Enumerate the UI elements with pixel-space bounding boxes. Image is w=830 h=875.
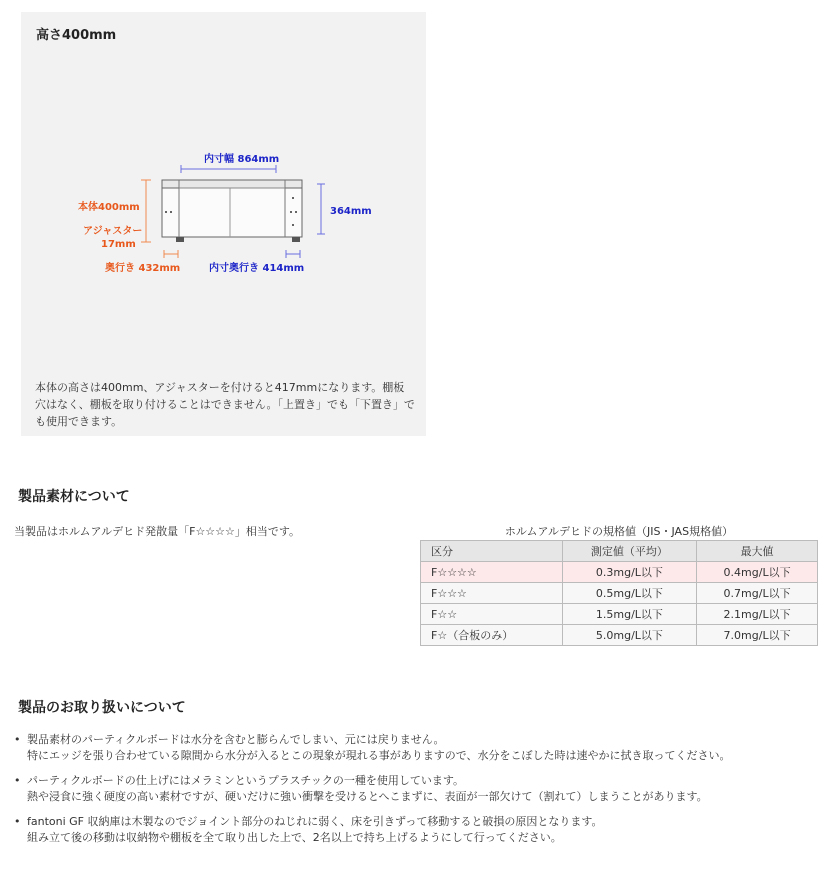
list-item-line: パーティクルボードの仕上げにはメラミンというプラスチックの一種を使用しています。 bbox=[27, 774, 465, 787]
table-row bbox=[421, 604, 818, 625]
handling-list bbox=[12, 732, 822, 855]
list-item bbox=[12, 814, 822, 846]
materials-heading: 製品素材について bbox=[18, 489, 130, 505]
bullet-icon: • bbox=[14, 815, 21, 828]
list-item-line: 組み立て後の移動は収納物や棚板を全て取り出した上で、2名以上で持ち上げるようにして行ってください。 bbox=[27, 831, 562, 844]
depth-label: 奥行き 432mm bbox=[105, 263, 181, 274]
table-header: 区分 bbox=[421, 541, 563, 562]
adjuster-label: アジャスター bbox=[83, 226, 143, 237]
table-header-row bbox=[421, 541, 818, 562]
inner-width-label: 内寸幅 864mm bbox=[204, 154, 280, 165]
table-cell: F☆☆ bbox=[421, 604, 563, 625]
list-item-line: fantoni GF 収納庫は木製なのでジョイント部分のねじれに弱く、床を引きずって移動すると破損の原因となります。 bbox=[27, 815, 603, 828]
table-cell: 2.1mg/L以下 bbox=[697, 604, 818, 625]
dimension-diagram bbox=[21, 12, 426, 312]
table-cell: 0.3mg/L以下 bbox=[562, 562, 697, 583]
inner-height-label: 364mm bbox=[330, 206, 372, 217]
table-row bbox=[421, 625, 818, 646]
bullet-icon: • bbox=[14, 774, 21, 787]
table-row bbox=[421, 562, 818, 583]
list-item-line: 特にエッジを張り合わせている隙間から水分が入るとこの現象が現れる事がありますので、水分をこぼした時は速やかに拭き取ってください。 bbox=[27, 749, 731, 762]
body-height-label: 本体400mm bbox=[78, 202, 140, 213]
table-cell: F☆☆☆ bbox=[421, 583, 563, 604]
formaldehyde-table bbox=[420, 540, 818, 646]
table-cell: 0.5mg/L以下 bbox=[562, 583, 697, 604]
list-item bbox=[12, 732, 822, 764]
spec-panel bbox=[21, 12, 426, 436]
table-header: 最大値 bbox=[697, 541, 818, 562]
cabinet-top-panel bbox=[162, 180, 302, 188]
handling-heading: 製品のお取り扱いについて bbox=[18, 700, 186, 716]
spec-title: 高さ400mm bbox=[36, 28, 117, 43]
list-item-line: 熱や浸食に強く硬度の高い素材ですが、硬いだけに強い衝撃を受けるとへこまずに、表面が一部欠けて（割れて）しまうことがあります。 bbox=[27, 790, 708, 803]
table-header: 測定値（平均） bbox=[562, 541, 697, 562]
cabinet-outline bbox=[162, 180, 302, 237]
table-cell: 5.0mg/L以下 bbox=[562, 625, 697, 646]
materials-text: 当製品はホルムアルデヒド発散量「F☆☆☆☆」相当です。 bbox=[14, 525, 301, 538]
bullet-icon: • bbox=[14, 733, 21, 746]
table-row bbox=[421, 583, 818, 604]
table-cell: 0.7mg/L以下 bbox=[697, 583, 818, 604]
table-caption: ホルムアルデヒドの規格値（JIS・JAS規格値） bbox=[504, 525, 734, 538]
list-item bbox=[12, 773, 822, 805]
inner-depth-label: 内寸奥行き 414mm bbox=[209, 263, 305, 274]
list-item-line: 製品素材のパーティクルボードは水分を含むと膨らんでしまい、元には戻りません。 bbox=[27, 733, 445, 746]
table-cell: F☆（合板のみ） bbox=[421, 625, 563, 646]
table-cell: F☆☆☆☆ bbox=[421, 562, 563, 583]
adjuster-foot-left bbox=[176, 237, 184, 242]
table-cell: 1.5mg/L以下 bbox=[562, 604, 697, 625]
adjuster-height-label: 17mm bbox=[101, 239, 136, 250]
table-cell: 7.0mg/L以下 bbox=[697, 625, 818, 646]
table-cell: 0.4mg/L以下 bbox=[697, 562, 818, 583]
adjuster-foot-right bbox=[292, 237, 300, 242]
spec-caption: 本体の高さは400mm、アジャスターを付けると417mmになります。棚板穴はなく、棚板を取り付けることはできません。「上置き」でも「下置き」でも使用できます。 bbox=[35, 381, 415, 428]
